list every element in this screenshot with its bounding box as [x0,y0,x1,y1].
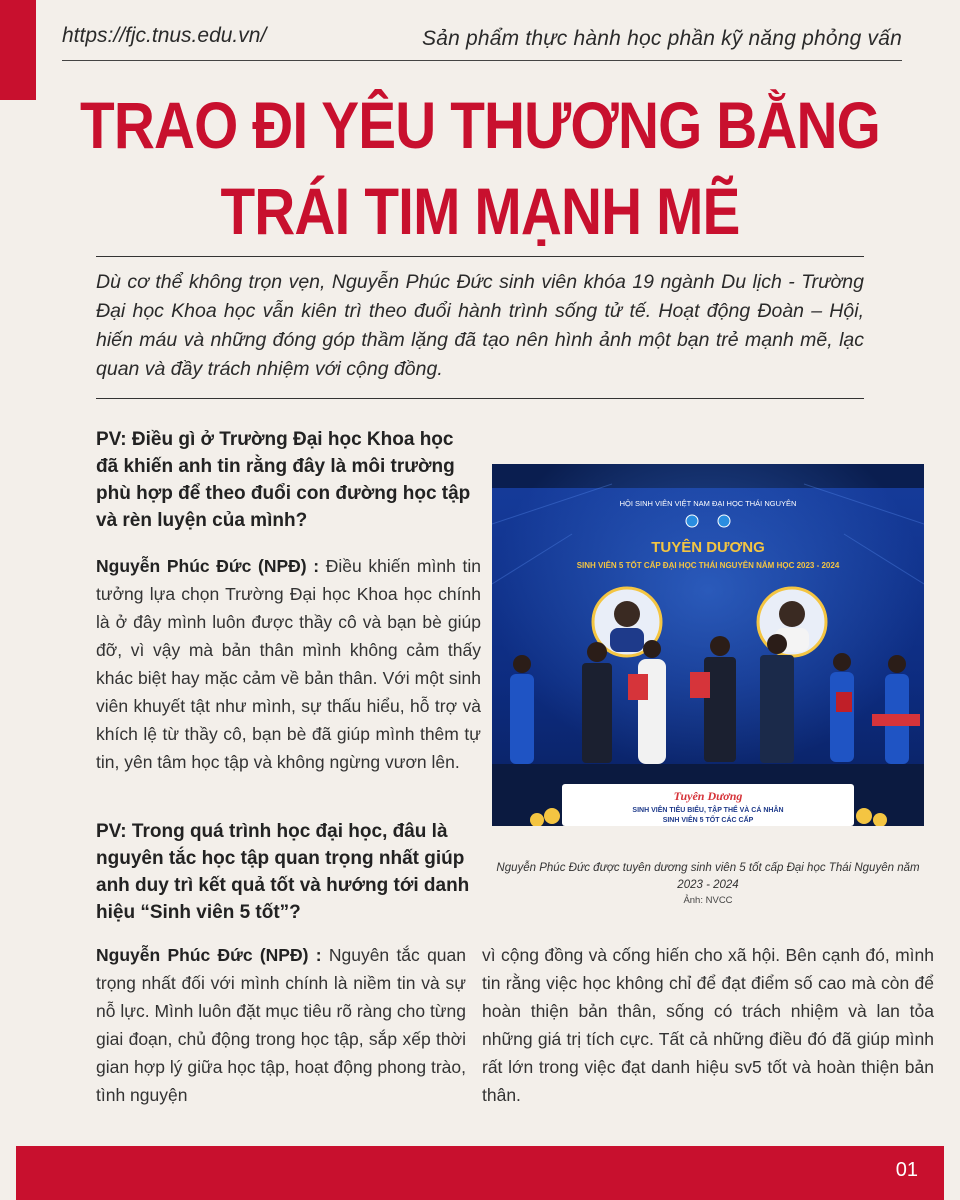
left-accent-bar [0,0,36,100]
answer-1-text: Điều khiến mình tin tưởng lựa chọn Trường Đại học Khoa học chính là ở đây mình luôn được thầy cô và bạn bè giúp đỡ, vì vậy mà bản thân mình không cảm thấy khác biệt hay mặc cảm về bản thân. Với một sinh viên khuyết tật như mình, sự thấu hiểu, hỗ trợ và khích lệ từ thầy cô, bạn bè đã giúp mình thêm tự tin, yên tâm học tập và không ngừng vươn lên. [96,556,481,772]
photo-credit: Ảnh: NVCC [683,895,733,906]
photo-banner-sub: SINH VIÊN 5 TỐT CẤP ĐẠI HỌC THÁI NGUYÊN NĂM HỌC 2023 - 2024 [576,561,840,570]
badge-icon-1 [686,515,698,527]
page-number: 01 [895,1159,918,1181]
photo-banner-top: HỘI SINH VIÊN VIỆT NAM ĐẠI HỌC THÁI NGUYÊN [619,499,797,508]
answer-1-speaker: Nguyễn Phúc Đức (NPĐ) : [96,556,320,576]
question-1: PV: Điều gì ở Trường Đại học Khoa học đã khiến anh tin rằng đây là môi trường phù hợp để theo đuổi con đường học tập và rèn luyện của mình? [96,429,471,531]
badge-icon-2 [718,515,730,527]
podium-line-2: SINH VIÊN 5 TỐT CÁC CẤP [662,817,754,824]
title-divider [96,256,864,257]
header-url[interactable]: https://fjc.tnus.edu.vn/ [62,24,267,47]
header-tagline: Sản phẩm thực hành học phần kỹ năng phỏng vấn [422,27,902,50]
photo-banner-title: TUYÊN DƯƠNG [651,539,765,556]
lead-divider [96,398,864,399]
footer-bar [16,1146,944,1200]
title-line-2: TRÁI TIM MẠNH MẼ [220,174,740,248]
question-2: PV: Trong quá trình học đại học, đâu là nguyên tắc học tập quan trọng nhất giúp anh duy trì kết quả tốt và hướng tới danh hiệu “Sinh viên 5 tốt”? [96,821,470,923]
award-photo [492,464,924,826]
title-line-1: TRAO ĐI YÊU THƯƠNG BẰNG [80,88,880,162]
podium-line-1: SINH VIÊN TIÊU BIỂU, TẬP THỂ VÀ CÁ NHÂN [632,807,784,814]
answer-2-speaker: Nguyễn Phúc Đức (NPĐ) : [96,945,322,965]
article-title [67,82,893,254]
header-divider [62,60,902,61]
podium-script: Tuyên Dương [673,789,743,803]
answer-2-left [96,941,466,1109]
answer-1 [96,552,481,776]
lead-paragraph: Dù cơ thể không trọn vẹn, Nguyễn Phúc Đức sinh viên khóa 19 ngành Du lịch - Trường Đại học Khoa học vẫn kiên trì theo đuổi hành trình sống tử tế. Hoạt động Đoàn – Hội, hiến máu và những đóng góp thầm lặng đã tạo nên hình ảnh một bạn trẻ mạnh mẽ, lạc quan và đầy trách nhiệm với cộng đồng. [96,271,864,380]
photo-caption: Nguyễn Phúc Đức được tuyên dương sinh viên 5 tốt cấp Đại học Thái Nguyên năm 2023 - 2024 [496,862,920,891]
answer-2-text-left: Nguyên tắc quan trọng nhất đối với mình chính là niềm tin và sự nỗ lực. Mình luôn đặt mục tiêu rõ ràng cho từng giai đoạn, chủ động trong học tập, sắp xếp thời gian hợp lý giữa học tập, hoạt động phong trào, tình nguyện [96,945,466,1105]
answer-2-right: vì cộng đồng và cống hiến cho xã hội. Bên cạnh đó, mình tin rằng việc học không chỉ để đạt điểm số cao mà còn để hoàn thiện bản thân, sống có trách nhiệm và lan tỏa những giá trị tích cực. Tất cả những điều đó đã giúp mình rất lớn trong việc đạt danh hiệu sv5 tốt và hoàn thiện bản thân. [482,945,934,1105]
